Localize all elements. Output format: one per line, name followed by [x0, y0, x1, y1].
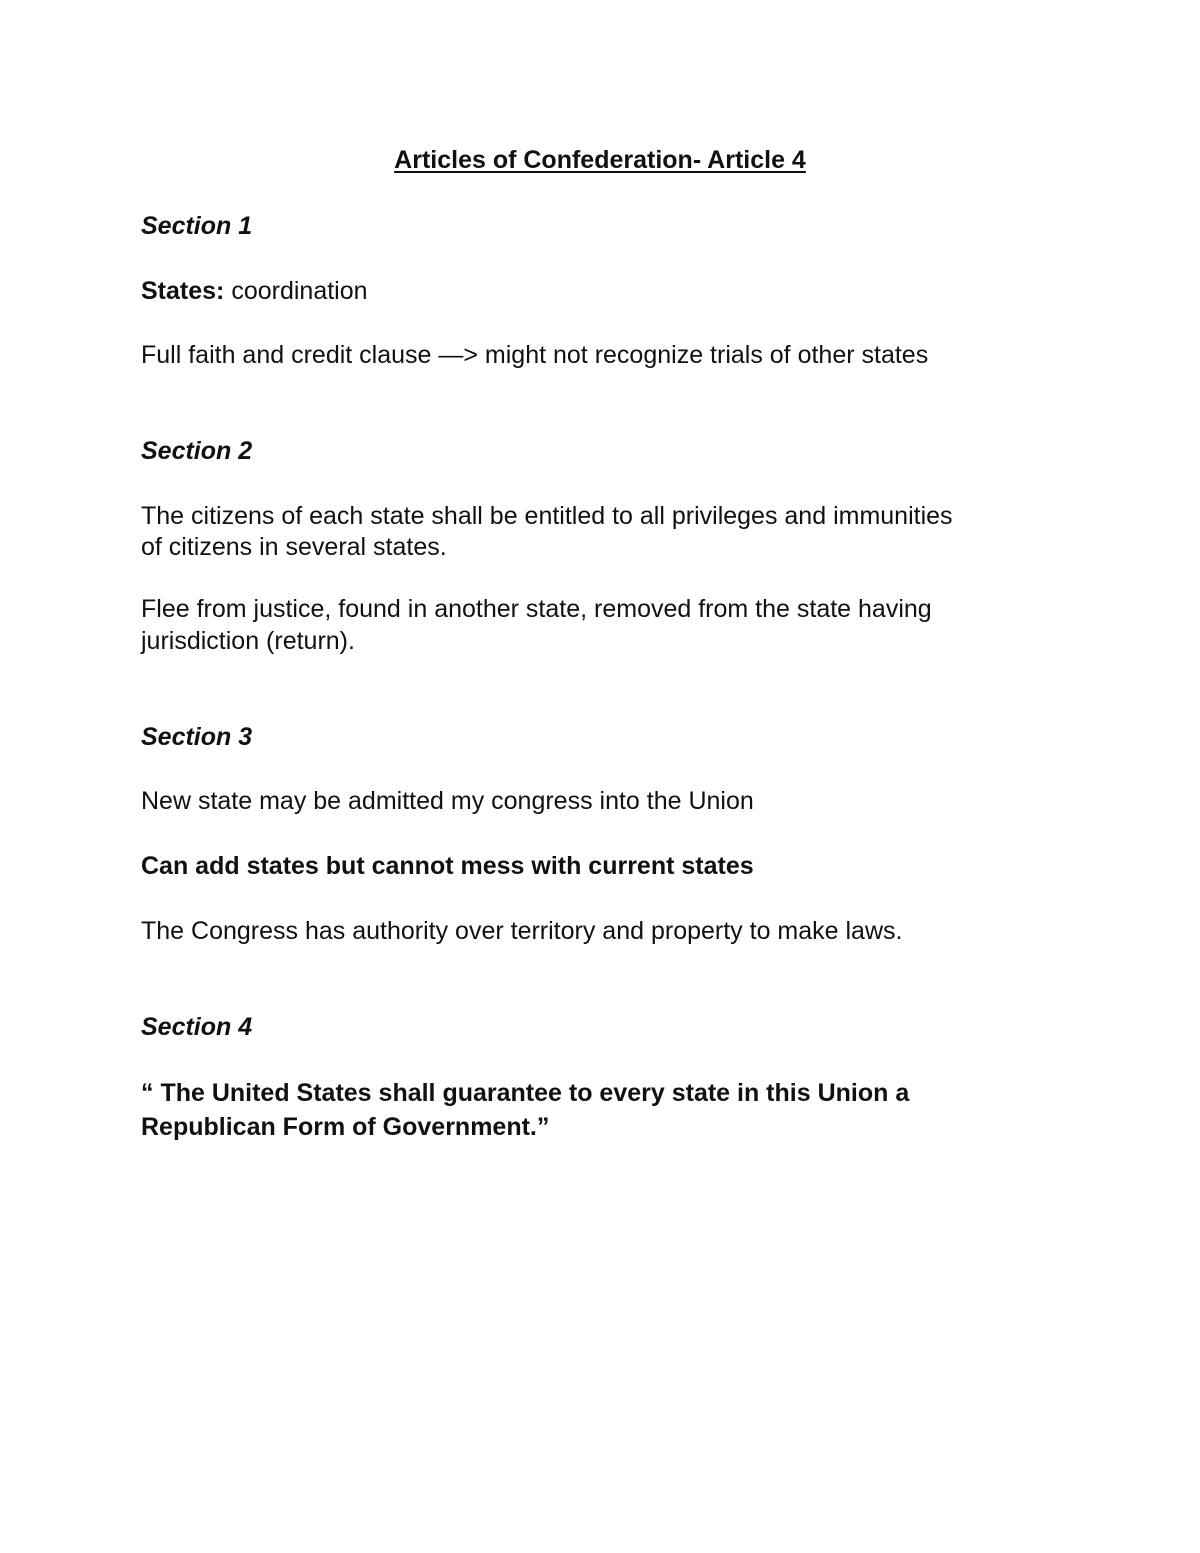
- states-value: coordination: [224, 277, 368, 305]
- section-3-heading: Section 3: [141, 723, 253, 751]
- section-4-quote-line-1: “ The United States shall guarantee to every state in this Union a: [141, 1079, 910, 1107]
- section-1-states-line: [141, 275, 368, 307]
- section-2-heading: Section 2: [141, 437, 253, 465]
- section-4-heading: Section 4: [141, 1013, 253, 1041]
- section-2-citizens-line-2: of citizens in several states.: [141, 533, 447, 561]
- section-3-new-state: New state may be admitted my congress into the Union: [141, 787, 754, 815]
- section-3-congress-authority: The Congress has authority over territory and property to make laws.: [141, 917, 903, 945]
- section-2-flee-line-1: Flee from justice, found in another state, removed from the state having: [141, 595, 932, 623]
- section-2-flee-line-2: jurisdiction (return).: [141, 627, 355, 655]
- section-1-full-faith: Full faith and credit clause —> might not recognize trials of other states: [141, 341, 929, 369]
- document-title: Articles of Confederation- Article 4: [394, 146, 806, 174]
- section-3-can-add: Can add states but cannot mess with current states: [141, 852, 754, 880]
- section-2-citizens-line-1: The citizens of each state shall be entitled to all privileges and immunities: [141, 502, 953, 530]
- section-1-heading: Section 1: [141, 212, 253, 240]
- section-4-quote-line-2: Republican Form of Government.”: [141, 1113, 550, 1141]
- states-label: States:: [141, 277, 225, 305]
